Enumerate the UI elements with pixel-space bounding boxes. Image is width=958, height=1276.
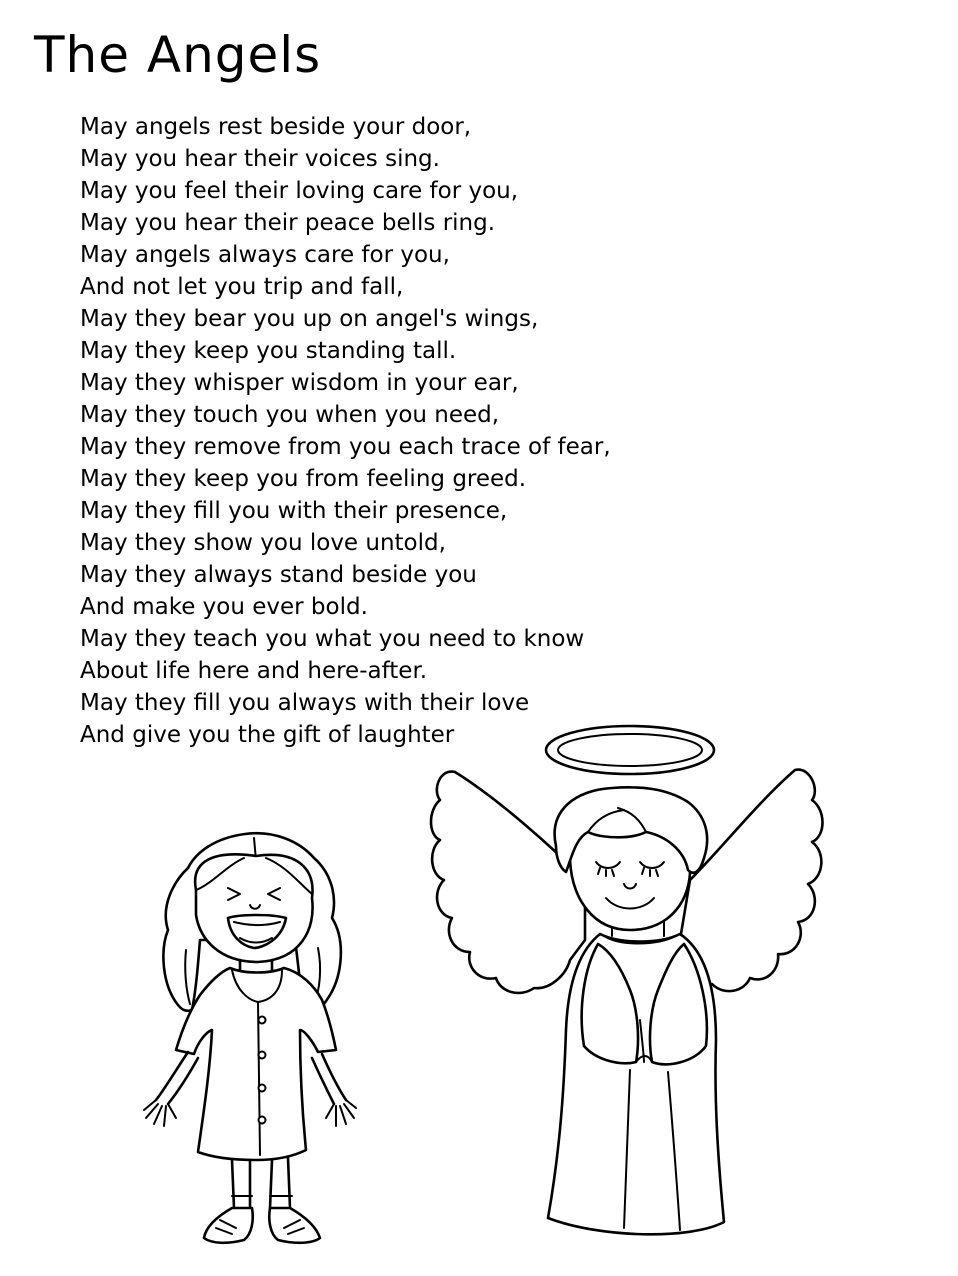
poem-line: About life here and here-after. xyxy=(80,658,428,684)
poem-line: May they show you love untold, xyxy=(80,530,446,556)
button-icon xyxy=(259,1085,266,1092)
button-icon xyxy=(259,1052,266,1059)
poem-line: May they bear you up on angel's wings, xyxy=(80,306,539,332)
poem-line: May they touch you when you need, xyxy=(80,402,500,428)
button-icon xyxy=(259,1117,266,1124)
poem-line: May angels always care for you, xyxy=(80,242,450,268)
girl-shoe-right xyxy=(269,1208,320,1243)
button-icon xyxy=(259,1017,266,1024)
poem-line: May they remove from you each trace of fear, xyxy=(80,434,611,460)
girl-dress xyxy=(176,968,336,1160)
angel-illustration xyxy=(431,726,823,1234)
poem-line: May they teach you what you need to know xyxy=(80,626,585,652)
poem-line: May they fill you with their presence, xyxy=(80,498,508,524)
poem-line: May they keep you standing tall. xyxy=(80,338,457,364)
angel-wing-left xyxy=(431,772,585,993)
poem-line: May you feel their loving care for you, xyxy=(80,178,519,204)
poem-line: May they whisper wisdom in your ear, xyxy=(80,370,519,396)
poem-line: May they keep you from feeling greed. xyxy=(80,466,527,492)
poem-line: May angels rest beside your door, xyxy=(80,114,472,140)
girl-shoe-left xyxy=(204,1208,253,1243)
poem-line: May you hear their peace bells ring. xyxy=(80,210,496,236)
page-title: The Angels xyxy=(34,26,322,84)
poem-line: May they fill you always with their love xyxy=(80,690,530,716)
girl-hand-left xyxy=(144,1100,176,1126)
poem-line: May they always stand beside you xyxy=(80,562,477,588)
girl-hand-right xyxy=(326,1100,356,1126)
poem-line: May you hear their voices sing. xyxy=(80,146,440,172)
poem-line: And not let you trip and fall, xyxy=(80,274,404,300)
girl-illustration xyxy=(144,833,356,1243)
poem-line: And make you ever bold. xyxy=(80,594,368,620)
poem-line: And give you the gift of laughter xyxy=(80,722,455,748)
